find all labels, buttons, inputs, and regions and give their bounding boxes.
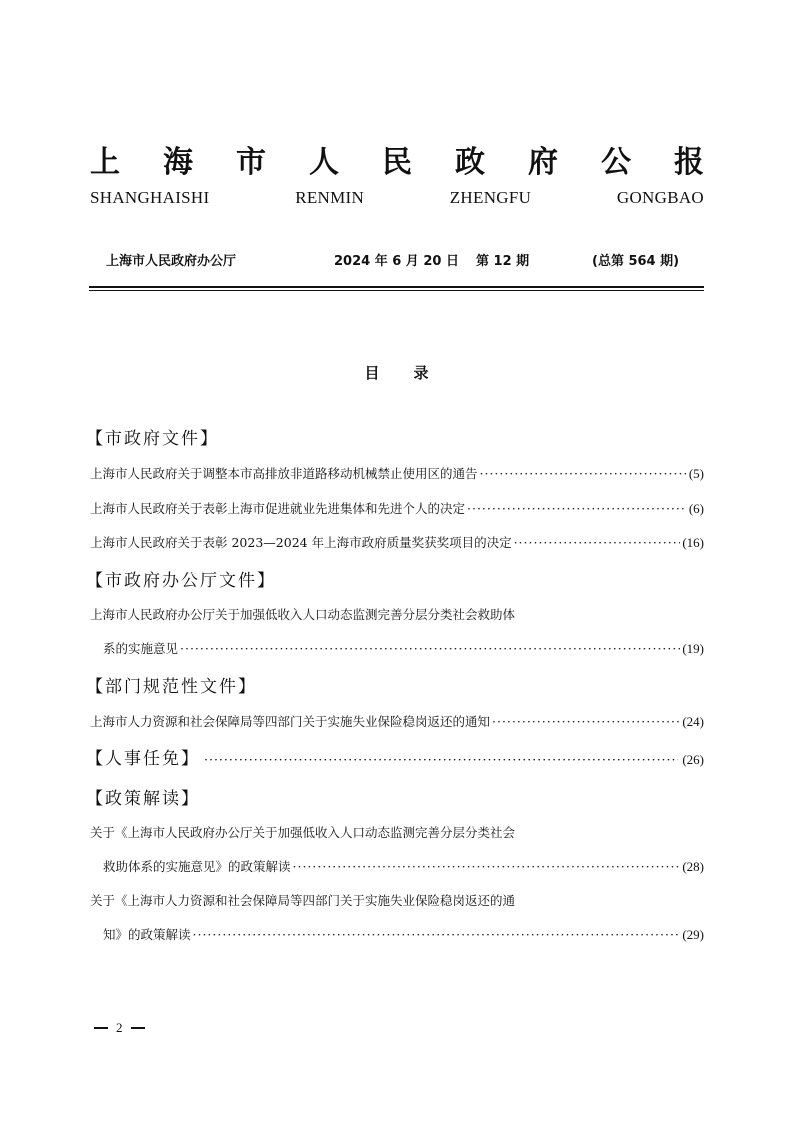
leader-dots	[467, 501, 687, 516]
page-footer	[94, 1020, 145, 1036]
leader-dots	[492, 714, 680, 729]
masthead-char: 府	[528, 145, 558, 180]
toc-entry[interactable]	[103, 639, 704, 657]
entry-title-line1[interactable]: 关于《上海市人力资源和社会保障局等四部门关于实施失业保险稳岗返还的通	[90, 893, 516, 908]
pinyin-word: SHANGHAISHI	[90, 188, 210, 207]
masthead-char: 公	[601, 145, 631, 180]
masthead-char: 民	[382, 145, 412, 180]
entry-title: 上海市人民政府关于调整本市高排放非道路移动机械禁止使用区的通告	[90, 466, 478, 481]
entry-page: (24)	[682, 714, 704, 729]
entry-title: 上海市人民政府关于表彰 2023—2024 年上海市政府质量奖获奖项目的决定	[90, 535, 512, 550]
entry-title-line1[interactable]: 关于《上海市人民政府办公厅关于加强低收入人口动态监测完善分层分类社会	[90, 825, 516, 840]
leader-dots	[293, 859, 681, 874]
entry-page: (5)	[688, 466, 704, 481]
pinyin-word: RENMIN	[295, 188, 365, 207]
masthead-char: 人	[309, 145, 339, 180]
entry-page: (29)	[682, 927, 704, 942]
section-heading: 【市政府办公厅文件】	[86, 571, 276, 591]
pinyin-word: GONGBAO	[616, 188, 704, 207]
issue-date: 2024 年 6 月 20 日	[334, 254, 459, 269]
entry-title-line2: 救助体系的实施意见》的政策解读	[103, 859, 291, 874]
toc-entry[interactable]	[90, 464, 704, 482]
entry-page: (26)	[682, 752, 704, 767]
leader-dots	[514, 535, 681, 550]
section-heading: 【部门规范性文件】	[86, 677, 257, 697]
entry-title: 上海市人民政府关于表彰上海市促进就业先进集体和先进个人的决定	[90, 501, 466, 516]
total-issue: (总第 564 期)	[592, 254, 680, 269]
entry-page: (19)	[682, 641, 704, 656]
entry-page: (28)	[682, 859, 704, 874]
leader-dots	[193, 927, 681, 942]
entry-page: (6)	[688, 501, 704, 516]
toc-entry[interactable]	[103, 857, 704, 875]
entry-title-line2: 系的实施意见	[103, 641, 179, 656]
masthead-title	[90, 143, 704, 183]
entry-title-line2: 知》的政策解读	[103, 927, 191, 942]
dash-right	[131, 1027, 145, 1029]
toc-entry[interactable]	[90, 533, 704, 551]
dash-left	[94, 1027, 108, 1029]
section-heading: 【人事任免】	[86, 749, 200, 769]
masthead-pinyin	[90, 188, 704, 208]
page-number: 2	[116, 1020, 123, 1035]
masthead-char: 市	[236, 145, 266, 180]
leader-dots	[180, 641, 680, 656]
toc-title: 目录	[364, 364, 463, 382]
issuer: 上海市人民政府办公厅	[106, 254, 237, 269]
toc-entry[interactable]	[90, 712, 704, 730]
entry-title: 上海市人力资源和社会保障局等四部门关于实施失业保险稳岗返还的通知	[90, 714, 491, 729]
issue-number: 第 12 期	[476, 254, 530, 269]
section-heading: 【政策解读】	[86, 789, 200, 809]
header-rule-thick	[89, 286, 704, 288]
toc-entry[interactable]	[86, 744, 704, 769]
section-heading: 【市政府文件】	[86, 429, 219, 449]
toc-entry[interactable]	[90, 499, 704, 517]
entry-page: (16)	[682, 535, 704, 550]
leader-dots	[480, 466, 687, 481]
masthead-char: 上	[90, 145, 120, 180]
masthead-char: 政	[455, 145, 485, 180]
entry-title-line1[interactable]: 上海市人民政府办公厅关于加强低收入人口动态监测完善分层分类社会救助体	[90, 607, 516, 622]
header-rule-thin	[89, 290, 704, 291]
masthead-char: 报	[674, 145, 704, 180]
pinyin-word: ZHENGFU	[449, 188, 532, 207]
leader-dots	[204, 752, 678, 767]
masthead-char: 海	[163, 145, 193, 180]
toc-entry[interactable]	[103, 925, 704, 943]
